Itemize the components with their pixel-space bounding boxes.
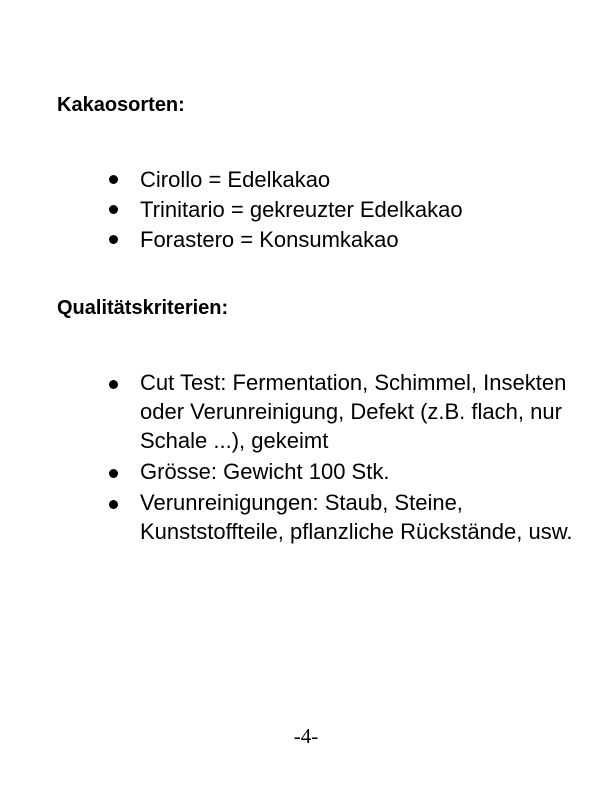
bullet-icon — [109, 235, 118, 244]
bullet-list-qualitaetskriterien — [108, 368, 578, 548]
list-item — [108, 368, 578, 455]
bullet-list-kakaosorten — [108, 163, 578, 257]
section-heading-qualitaetskriterien: Qualitätskriterien: — [57, 297, 229, 319]
list-item — [108, 193, 578, 227]
list-item — [108, 457, 578, 486]
list-item-text: Cut Test: Fermentation, Schimmel, Insekten oder Verunreinigung, Defekt (z.B. flach, nur Schale ...), gekeimt — [140, 370, 567, 453]
page-number: -4- — [293, 724, 319, 748]
list-item-text: Grösse: Gewicht 100 Stk. — [140, 459, 390, 484]
bullet-icon — [109, 500, 118, 509]
list-item-text: Trinitario = gekreuzter Edelkakao — [140, 197, 463, 222]
list-item-text: Forastero = Konsumkakao — [140, 227, 399, 252]
list-item-text: Cirollo = Edelkakao — [140, 167, 331, 192]
list-item — [108, 488, 578, 546]
bullet-icon — [109, 469, 118, 478]
list-item — [108, 163, 578, 197]
bullet-icon — [109, 175, 118, 184]
section-heading-kakaosorten: Kakaosorten: — [57, 94, 185, 116]
list-item — [108, 223, 578, 257]
bullet-icon — [109, 205, 118, 214]
list-item-text: Verunreinigungen: Staub, Steine, Kunststoffteile, pflanzliche Rückstände, usw. — [140, 490, 573, 544]
bullet-icon — [109, 380, 118, 389]
